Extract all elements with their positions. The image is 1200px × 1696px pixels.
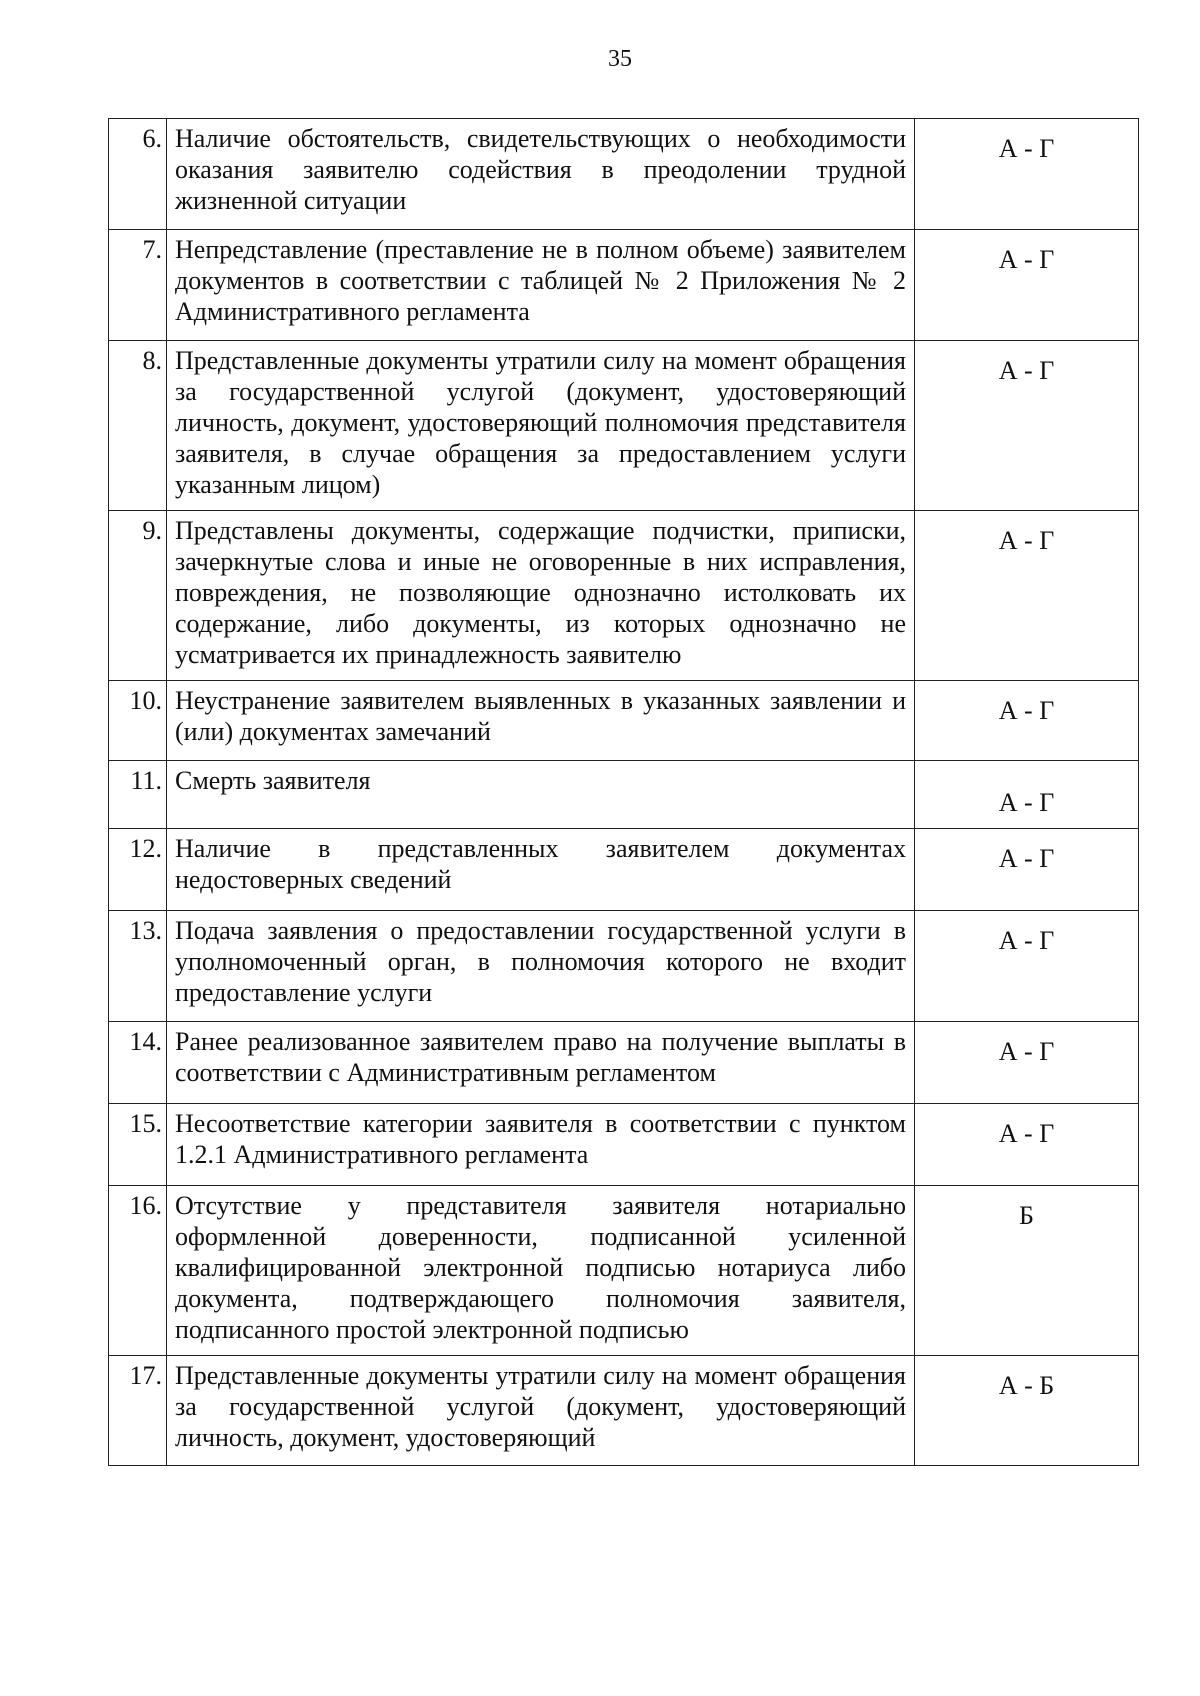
row-number: 11. [109, 761, 167, 829]
table-row [109, 1186, 1139, 1356]
row-description: Наличие в представленных заявителем документах недостоверных сведений [167, 829, 915, 911]
row-number: 15. [109, 1104, 167, 1186]
row-code: А - Г [915, 681, 1139, 761]
table-row [109, 681, 1139, 761]
row-description: Неустранение заявителем выявленных в указанных заявлении и (или) документах замечаний [167, 681, 915, 761]
row-number: 10. [109, 681, 167, 761]
row-code: А - Г [915, 341, 1139, 511]
row-description: Подача заявления о предоставлении государственной услуги в уполномоченный орган, в полномочия которого не входит предоставление услуги [167, 911, 915, 1022]
row-number: 17. [109, 1356, 167, 1466]
table-row [109, 230, 1139, 341]
table-row [109, 511, 1139, 681]
table-row [109, 829, 1139, 911]
table-row [109, 911, 1139, 1022]
row-description: Отсутствие у представителя заявителя нотариально оформленной доверенности, подписанной усиленной квалифицированной электронной подписью нотариуса либо документа, подтверждающего полномочия заявителя, подписанного простой электронной подписью [167, 1186, 915, 1356]
table-row [109, 1104, 1139, 1186]
refusal-grounds-table [108, 118, 1139, 1466]
row-number: 7. [109, 230, 167, 341]
row-code: А - Г [915, 511, 1139, 681]
row-number: 13. [109, 911, 167, 1022]
table-row [109, 119, 1139, 230]
row-code: А - Г [915, 761, 1139, 829]
row-number: 9. [109, 511, 167, 681]
row-description: Представленные документы утратили силу на момент обращения за государственной услугой (документ, удостоверяющий личность, документ, удостоверяющий [167, 1356, 915, 1466]
row-description: Смерть заявителя [167, 761, 915, 829]
row-description: Представленные документы утратили силу на момент обращения за государственной услугой (документ, удостоверяющий личность, документ, удостоверяющий полномочия представителя заявителя, в случае обращения за предоставлением услуги указанным лицом) [167, 341, 915, 511]
row-description: Несоответствие категории заявителя в соответствии с пунктом 1.2.1 Административного регламента [167, 1104, 915, 1186]
row-number: 16. [109, 1186, 167, 1356]
row-code: А - Г [915, 911, 1139, 1022]
row-code: А - Г [915, 230, 1139, 341]
row-number: 8. [109, 341, 167, 511]
table-row [109, 761, 1139, 829]
row-code: Б [915, 1186, 1139, 1356]
table-row [109, 1356, 1139, 1466]
table-row [109, 1022, 1139, 1104]
page-number: 35 [608, 46, 632, 72]
row-description: Представлены документы, содержащие подчистки, приписки, зачеркнутые слова и иные не оговоренные в них исправления, повреждения, не позволяющие однозначно истолковать их содержание, либо документы, из которых однозначно не усматривается их принадлежность заявителю [167, 511, 915, 681]
row-number: 14. [109, 1022, 167, 1104]
row-code: А - Г [915, 1022, 1139, 1104]
row-number: 12. [109, 829, 167, 911]
table-row [109, 341, 1139, 511]
row-description: Ранее реализованное заявителем право на получение выплаты в соответствии с Административным регламентом [167, 1022, 915, 1104]
row-description: Непредставление (преставление не в полном объеме) заявителем документов в соответствии с таблицей № 2 Приложения № 2 Административного регламента [167, 230, 915, 341]
row-code: А - Г [915, 1104, 1139, 1186]
row-code: А - Г [915, 119, 1139, 230]
row-code: А - Г [915, 829, 1139, 911]
row-number: 6. [109, 119, 167, 230]
row-description: Наличие обстоятельств, свидетельствующих о необходимости оказания заявителю содействия в преодолении трудной жизненной ситуации [167, 119, 915, 230]
row-code: А - Б [915, 1356, 1139, 1466]
